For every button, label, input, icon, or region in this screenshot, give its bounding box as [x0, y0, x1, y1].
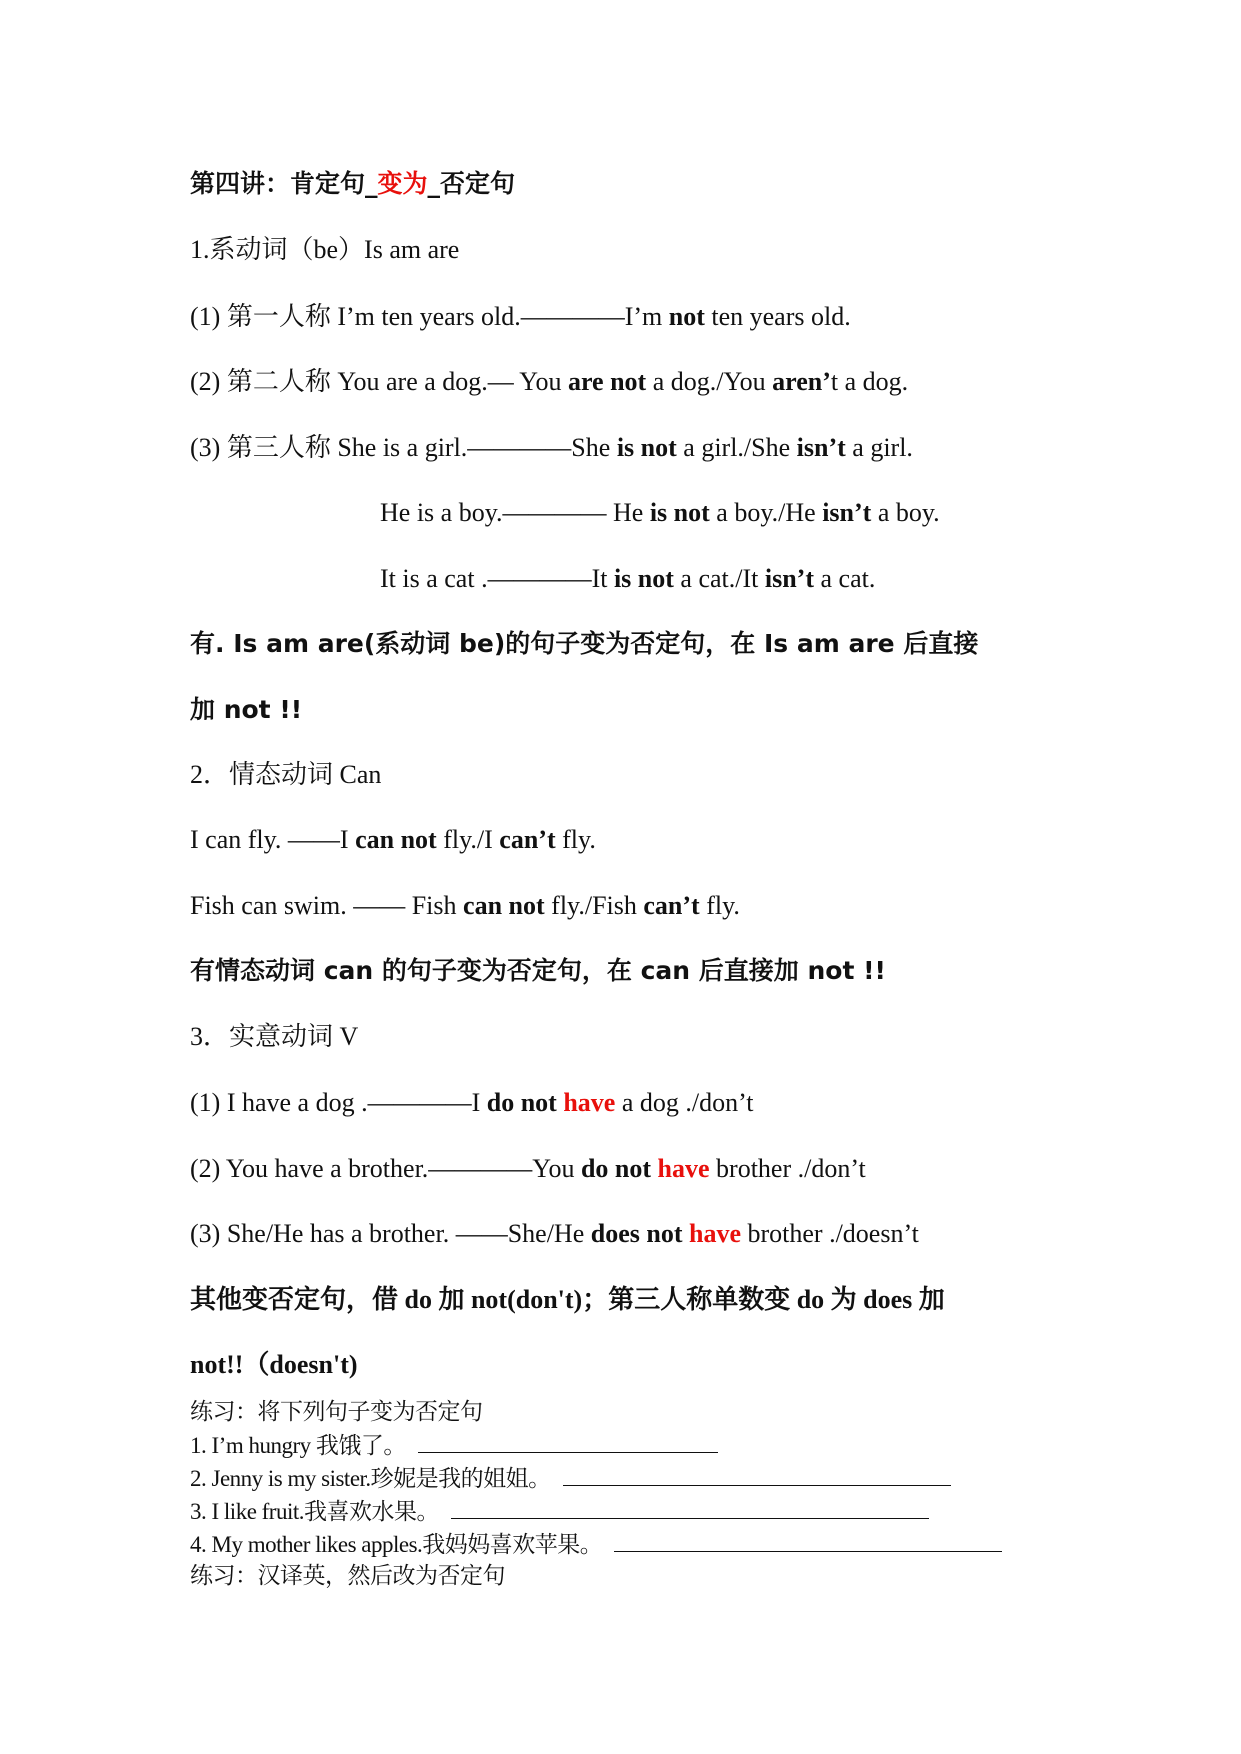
text: It is a cat .————It — [380, 564, 614, 593]
bold-text: is not — [649, 498, 710, 527]
text: fly./Fish — [544, 891, 644, 920]
text: a cat. — [814, 564, 876, 593]
bold-text: isn’t — [822, 498, 872, 527]
text: a girl./She — [676, 433, 797, 462]
example-line — [190, 300, 851, 334]
text: (1) 第一人称 I’m ten years old.————I’m — [190, 302, 669, 331]
text: a girl. — [845, 433, 913, 462]
text: a dog./You — [646, 367, 773, 396]
answer-blank[interactable] — [614, 1529, 1002, 1552]
bold-text: does not — [590, 1219, 683, 1248]
bold-text: is not — [616, 433, 677, 462]
text: brother ./don’t — [709, 1154, 866, 1183]
rule-2: 有情态动词 can 的句子变为否定句，在 can 后直接加 not !! — [190, 956, 886, 985]
exercise-prompt: 1. I’m hungry 我饿了。 — [190, 1433, 406, 1458]
title-part: 第四讲：肯定句_ — [190, 169, 378, 198]
bold-text: do not — [580, 1154, 652, 1183]
bold-text: can’t — [643, 891, 700, 920]
text: a boy./He — [709, 498, 823, 527]
text: (2) 第二人称 You are a dog.— You — [190, 367, 568, 396]
exercise-item — [190, 1463, 951, 1494]
text: fly. — [699, 891, 740, 920]
exercise-prompt: 2. Jenny is my sister.珍妮是我的姐姐。 — [190, 1466, 551, 1491]
exercise-item — [190, 1430, 718, 1461]
bold-text: aren’ — [772, 367, 831, 396]
text: I can fly. ——I — [190, 825, 356, 854]
text: (3) 第三人称 She is a girl.————She — [190, 433, 617, 462]
bold-text: can not — [463, 891, 545, 920]
lesson-title — [190, 167, 515, 201]
exercise-2-title: 练习：汉译英，然后改为否定句 — [190, 1563, 505, 1588]
text: t a dog. — [830, 367, 909, 396]
bold-text: is not — [613, 564, 674, 593]
example-line — [190, 1152, 866, 1186]
title-highlight: 变为 — [377, 169, 428, 198]
text: ten years old. — [704, 302, 851, 331]
example-line — [190, 431, 913, 465]
text: brother ./doesn’t — [741, 1219, 919, 1248]
example-line — [380, 562, 875, 596]
bold-text: not — [668, 302, 705, 331]
bold-text: do not — [486, 1088, 557, 1117]
text: fly./I — [436, 825, 500, 854]
bold-text: can not — [355, 825, 437, 854]
exercise-prompt: 3. I like fruit.我喜欢水果。 — [190, 1499, 439, 1524]
title-part: _否定句 — [427, 169, 516, 198]
text: Fish can swim. —— Fish — [190, 891, 464, 920]
section-2-heading: 2．情态动词 Can — [190, 760, 382, 789]
text: a dog ./don’t — [615, 1088, 754, 1117]
bold-text: isn’t — [764, 564, 814, 593]
answer-blank[interactable] — [563, 1463, 951, 1486]
bold-text: are not — [567, 367, 647, 396]
bold-text: isn’t — [796, 433, 846, 462]
example-line — [190, 1086, 754, 1120]
red-bold-text: have — [563, 1088, 616, 1117]
rule-3-cont: not!!（doesn't) — [190, 1350, 358, 1379]
red-bold-text: have — [689, 1219, 741, 1248]
rule-3: 其他变否定句，借 do 加 not(don't)；第三人称单数变 do 为 does 加 — [190, 1285, 945, 1314]
answer-blank[interactable] — [418, 1430, 718, 1453]
exercise-1-title: 练习：将下列句子变为否定句 — [190, 1399, 483, 1424]
text: (2) You have a brother.————You — [190, 1154, 581, 1183]
example-line — [190, 823, 596, 857]
rule-1: 有. Is am are(系动词 be)的句子变为否定句，在 Is am are 后直接 — [190, 629, 979, 658]
section-1-heading: 1.系动词（be）Is am are — [190, 235, 460, 264]
text: fly. — [555, 825, 596, 854]
bold-text: can’t — [499, 825, 556, 854]
text: (3) She/He has a brother. ——She/He — [190, 1219, 591, 1248]
text: (1) I have a dog .————I — [190, 1088, 487, 1117]
example-line — [380, 496, 940, 530]
answer-blank[interactable] — [451, 1496, 929, 1519]
exercise-item — [190, 1529, 1002, 1560]
text: a cat./It — [673, 564, 765, 593]
rule-1-cont: 加 not !! — [190, 695, 303, 724]
text: He is a boy.———— He — [380, 498, 650, 527]
section-3-heading: 3．实意动词 V — [190, 1022, 359, 1051]
example-line — [190, 365, 908, 399]
text: a boy. — [871, 498, 940, 527]
exercise-prompt: 4. My mother likes apples.我妈妈喜欢苹果。 — [190, 1532, 603, 1557]
red-bold-text: have — [657, 1154, 710, 1183]
example-line — [190, 889, 740, 923]
exercise-item — [190, 1496, 929, 1527]
example-line — [190, 1217, 919, 1251]
